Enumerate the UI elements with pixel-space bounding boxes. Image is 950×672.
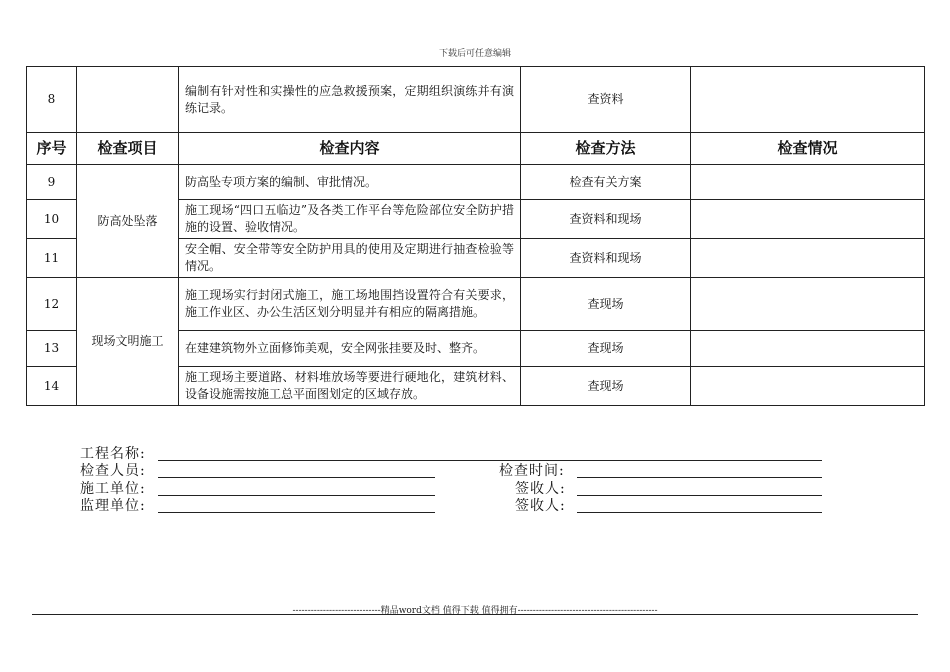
- inspector-row: [80, 463, 830, 480]
- supervision-unit-label: 监理单位:: [80, 498, 146, 514]
- check-content: 编制有针对性和实操性的应急救援预案，定期组织演练并有演练记录。: [179, 67, 521, 133]
- supervision-unit-field[interactable]: [158, 498, 435, 513]
- project-name-row: [80, 446, 830, 463]
- check-content: 在建建筑物外立面修饰美观，安全网张挂要及时、整齐。: [179, 331, 521, 367]
- supervision-unit-row: [80, 498, 830, 515]
- row-number: 12: [27, 278, 77, 331]
- check-status-cell[interactable]: [691, 367, 925, 406]
- check-method: 查现场: [521, 278, 691, 331]
- header-method: 检查方法: [521, 133, 691, 165]
- table-row: [27, 165, 925, 200]
- row-number: 14: [27, 367, 77, 406]
- check-method: 检查有关方案: [521, 165, 691, 200]
- check-item-site-civilized: 现场文明施工: [77, 278, 179, 406]
- row-number: 11: [27, 239, 77, 278]
- inspection-table: [26, 66, 925, 406]
- table-row: [27, 278, 925, 331]
- header-content: 检查内容: [179, 133, 521, 165]
- check-time-label: 检查时间:: [499, 463, 565, 479]
- check-status-cell[interactable]: [691, 200, 925, 239]
- check-content: 施工现场“四口五临边”及各类工作平台等危险部位安全防护措施的设置、验收情况。: [179, 200, 521, 239]
- receiver-field[interactable]: [577, 481, 822, 496]
- table-row: [27, 67, 925, 133]
- check-content: 安全帽、安全带等安全防护用具的使用及定期进行抽查检验等情况。: [179, 239, 521, 278]
- footer-rule: [32, 614, 918, 615]
- header-number: 序号: [27, 133, 77, 165]
- check-method: 查资料和现场: [521, 239, 691, 278]
- project-name-field[interactable]: [158, 446, 822, 461]
- inspector-label: 检查人员:: [80, 463, 146, 479]
- row-number: 9: [27, 165, 77, 200]
- row-number: 8: [27, 67, 77, 133]
- construction-unit-field[interactable]: [158, 481, 435, 496]
- check-status-cell[interactable]: [691, 278, 925, 331]
- check-status-cell[interactable]: [691, 67, 925, 133]
- receiver-label: 签收人:: [515, 481, 566, 497]
- check-method: 查现场: [521, 331, 691, 367]
- check-method: 查资料和现场: [521, 200, 691, 239]
- check-content: 施工现场主要道路、材料堆放场等要进行硬地化，建筑材料、设备设施需按施工总平面图划定的区域存放。: [179, 367, 521, 406]
- construction-unit-row: [80, 481, 830, 498]
- table-header-row: [27, 133, 925, 165]
- check-item: [77, 67, 179, 133]
- check-content: 防高坠专项方案的编制、审批情况。: [179, 165, 521, 200]
- construction-unit-label: 施工单位:: [80, 481, 146, 497]
- check-method: 查现场: [521, 367, 691, 406]
- check-time-field[interactable]: [577, 463, 822, 478]
- row-number: 10: [27, 200, 77, 239]
- check-status-cell[interactable]: [691, 239, 925, 278]
- footer-text: -----------------------------精品word文档 值得下载 值得拥有----------------------------------------------: [292, 606, 658, 616]
- header-status: 检查情况: [691, 133, 925, 165]
- receiver-label: 签收人:: [515, 498, 566, 514]
- check-content: 施工现场实行封闭式施工，施工场地围挡设置符合有关要求，施工作业区、办公生活区划分明显并有相应的隔离措施。: [179, 278, 521, 331]
- project-name-label: 工程名称:: [80, 446, 146, 462]
- header-item: 检查项目: [77, 133, 179, 165]
- check-item-fall-prevention: 防高处坠落: [77, 165, 179, 278]
- check-status-cell[interactable]: [691, 165, 925, 200]
- check-status-cell[interactable]: [691, 331, 925, 367]
- inspector-field[interactable]: [158, 463, 435, 478]
- header-note: 下载后可任意编辑: [438, 49, 511, 59]
- row-number: 13: [27, 331, 77, 367]
- receiver-field[interactable]: [577, 498, 822, 513]
- check-method: 查资料: [521, 67, 691, 133]
